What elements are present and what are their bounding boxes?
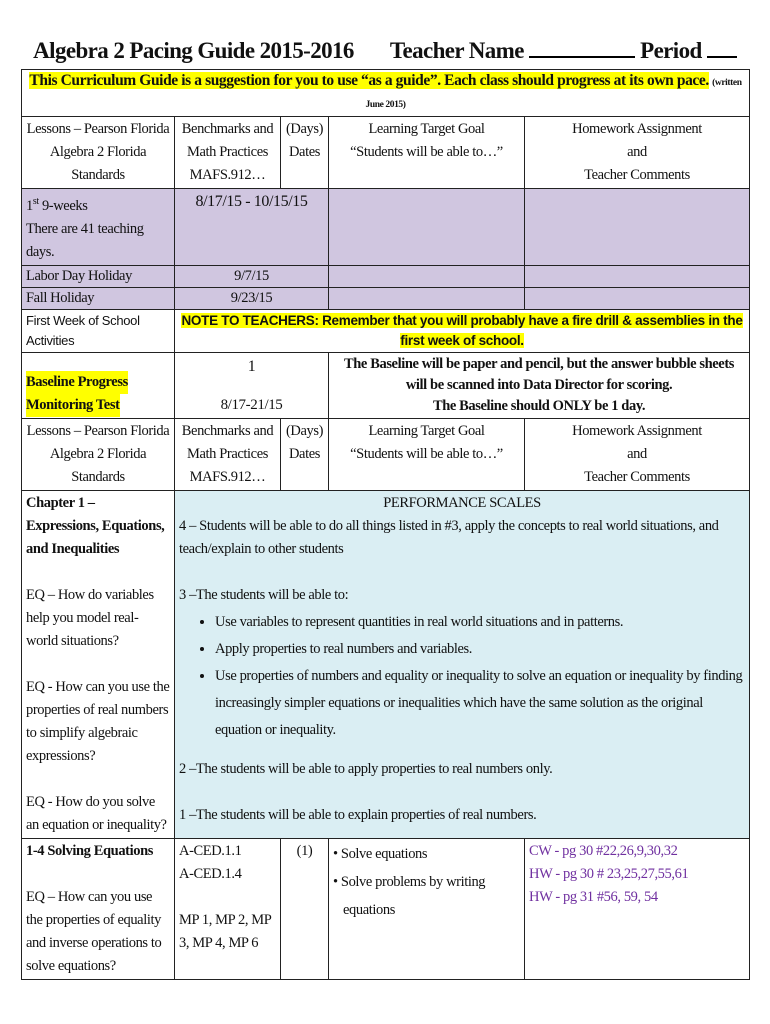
scale-3: 3 –The students will be able to: — [179, 586, 349, 603]
scale-1: 1 –The students will be able to explain properties of real numbers. — [179, 806, 537, 823]
math-practices: MP 1, MP 2, MP 3, MP 4, MP 6 — [179, 911, 271, 951]
homework-item: CW - pg 30 #22,26,9,30,32 — [529, 842, 678, 859]
holiday-date: 9/7/15 — [175, 265, 329, 287]
target-header: Learning Target Goal “Students will be able to…” — [329, 418, 525, 490]
nine-weeks-row — [22, 189, 750, 266]
first-week-row — [22, 309, 750, 352]
baseline-label: Baseline Progress Monitoring Test — [22, 352, 175, 418]
holiday-row — [22, 287, 750, 309]
column-header-row — [22, 418, 750, 490]
homework-header: Homework Assignment and Teacher Comments — [525, 418, 750, 490]
holiday-name: Labor Day Holiday — [22, 265, 175, 287]
performance-scales — [175, 490, 750, 838]
essential-question: EQ - How do you solve an equation or inequality? — [26, 793, 167, 833]
scale-3-item: • Use variables to represent quantities in real world situations and in patterns. — [215, 609, 745, 636]
performance-scales-title: PERFORMANCE SCALES — [383, 494, 541, 511]
baseline-description: The Baseline will be paper and pencil, but the answer bubble sheets will be scanned into Data Director for scoring. The Baseline should ONLY be 1 day. — [329, 352, 750, 418]
lesson-days: (1) — [281, 838, 329, 979]
days-header: (Days) Dates — [281, 418, 329, 490]
teacher-name-blank — [529, 40, 635, 58]
guide-title: Algebra 2 Pacing Guide 2015-2016 — [33, 38, 354, 63]
lesson-homework — [525, 838, 750, 979]
first-week-label: First Week of School Activities — [22, 309, 175, 352]
scale-2: 2 –The students will be able to apply properties to real numbers only. — [179, 760, 553, 777]
baseline-row — [22, 352, 750, 418]
lesson-title: 1-4 Solving Equations — [26, 842, 153, 859]
essential-question: EQ – How can you use the properties of equality and inverse operations to solve equations? — [26, 888, 162, 974]
pacing-guide-table — [21, 69, 750, 980]
notice-text: This Curriculum Guide is a suggestion for you to use “as a guide”. Each class should progress at its own pace. — [29, 72, 709, 89]
essential-question: EQ - How can you use the properties of real numbers to simplify algebraic expressions? — [26, 678, 170, 764]
nine-weeks-dates: 8/17/15 - 10/15/15 — [175, 189, 329, 266]
chapter-eq-cell — [22, 490, 175, 838]
holiday-date: 9/23/15 — [175, 287, 329, 309]
homework-item: HW - pg 30 # 23,25,27,55,61 — [529, 865, 689, 882]
page-title — [0, 38, 770, 64]
baseline-days: 1 8/17-21/15 — [175, 352, 329, 418]
holiday-name: Fall Holiday — [22, 287, 175, 309]
essential-question: EQ – How do variables help you model real-world situations? — [26, 586, 154, 649]
lesson-targets: • Solve equations • Solve problems by writing equations — [329, 838, 525, 979]
scale-3-list — [179, 609, 745, 744]
lessons-header: Lessons – Pearson Florida Algebra 2 Florida Standards — [22, 418, 175, 490]
period-label: Period — [640, 38, 702, 63]
target-header: Learning Target Goal “Students will be able to…” — [329, 117, 525, 189]
period-blank — [707, 40, 737, 58]
first-week-note: NOTE TO TEACHERS: Remember that you will probably have a fire drill & assemblies in the first week of school. — [181, 312, 743, 348]
lessons-header: Lessons – Pearson Florida Algebra 2 Florida Standards — [22, 117, 175, 189]
scale-4: 4 – Students will be able to do all things listed in #3, apply the concepts to real world situations, and teach/explain to other students — [179, 517, 719, 557]
scale-3-item: • Use properties of numbers and equality or inequality to solve an equation or inequality by finding increasingly simpler equations or inequalities which have the same solution as the original equation or inequality. — [215, 663, 745, 744]
nine-weeks-label: 1st 9-weeks There are 41 teaching days. — [22, 189, 175, 266]
holiday-row — [22, 265, 750, 287]
lesson-standards: A-CED.1.1 A-CED.1.4 MP 1, MP 2, MP 3, MP 4, MP 6 — [175, 838, 281, 979]
scale-3-item: • Apply properties to real numbers and variables. — [215, 636, 745, 663]
teacher-name-label: Teacher Name — [389, 38, 524, 63]
notice-row — [22, 70, 750, 117]
chapter-title: Chapter 1 – Expressions, Equations, and Inequalities — [26, 494, 165, 557]
benchmarks-header: Benchmarks and Math Practices MAFS.912… — [175, 418, 281, 490]
days-header: (Days) Dates — [281, 117, 329, 189]
column-header-row — [22, 117, 750, 189]
homework-header: Homework Assignment and Teacher Comments — [525, 117, 750, 189]
chapter-row — [22, 490, 750, 838]
benchmarks-header: Benchmarks and Math Practices MAFS.912… — [175, 117, 281, 189]
homework-item: HW - pg 31 #56, 59, 54 — [529, 888, 658, 905]
written-date: (written June 2015) — [365, 78, 742, 110]
lesson-cell — [22, 838, 175, 979]
lesson-row — [22, 838, 750, 979]
